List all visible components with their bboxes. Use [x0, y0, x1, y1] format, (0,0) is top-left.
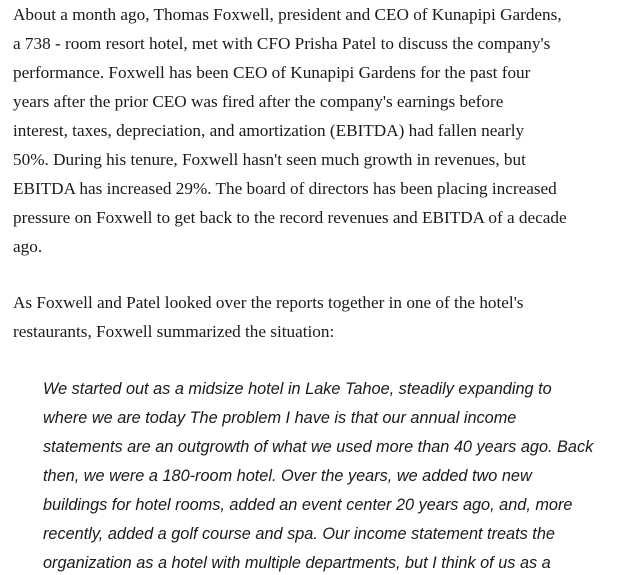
quote-line: statements are an outgrowth of what we used more than 40 years ago. Back	[43, 438, 594, 456]
text-line: restaurants, Foxwell summarized the situation:	[13, 322, 335, 341]
paragraph-situation	[13, 288, 637, 346]
quote-line: We started out as a midsize hotel in Lake Tahoe, steadily expanding to	[43, 380, 552, 398]
quote-line: then, we were a 180-room hotel. Over the years, we added two new	[43, 467, 532, 485]
text-line: interest, taxes, depreciation, and amortization (EBITDA) had fallen nearly	[13, 121, 525, 140]
paragraph-intro	[13, 0, 637, 261]
text-line: As Foxwell and Patel looked over the reports together in one of the hotel's	[13, 293, 524, 312]
quote-line: organization as a hotel with multiple departments, but I think of us as a	[43, 554, 551, 572]
text-line: EBITDA has increased 29%. The board of directors has been placing increased	[13, 179, 557, 198]
text-line: pressure on Foxwell to get back to the record revenues and EBITDA of a decade	[13, 208, 567, 227]
block-quote	[43, 375, 641, 575]
quote-line: buildings for hotel rooms, added an event center 20 years ago, and, more	[43, 496, 573, 514]
text-line: performance. Foxwell has been CEO of Kunapipi Gardens for the past four	[13, 63, 531, 82]
text-line: a 738 - room resort hotel, met with CFO Prisha Patel to discuss the company's	[13, 34, 551, 53]
text-line: ago.	[13, 237, 43, 256]
quote-line: where we are today The problem I have is that our annual income	[43, 409, 517, 427]
text-line: 50%. During his tenure, Foxwell hasn't seen much growth in revenues, but	[13, 150, 526, 169]
quote-line: recently, added a golf course and spa. Our income statement treats the	[43, 525, 555, 543]
text-line: years after the prior CEO was fired after the company's earnings before	[13, 92, 504, 111]
text-line: About a month ago, Thomas Foxwell, president and CEO of Kunapipi Gardens,	[13, 5, 562, 24]
